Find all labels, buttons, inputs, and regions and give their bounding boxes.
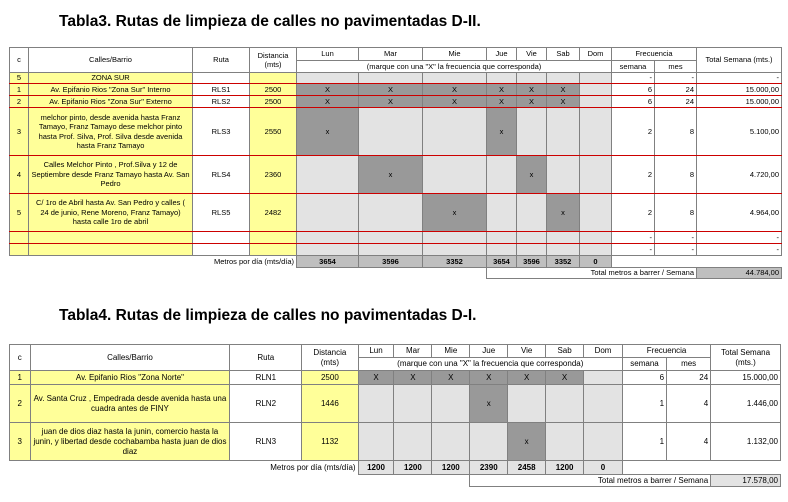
row-total: 1.446,00 <box>711 385 781 423</box>
row-day-mark <box>580 73 612 84</box>
col-frecuencia: Frecuencia <box>612 48 697 61</box>
row-semana: - <box>612 232 655 244</box>
row-mes: 8 <box>655 108 697 156</box>
total-label: Total metros a barrer / Semana <box>487 268 697 279</box>
row-day-mark <box>297 194 359 232</box>
row-day-mark <box>470 423 508 461</box>
row-day-mark <box>580 156 612 194</box>
row-day-mark <box>358 385 394 423</box>
table-row <box>10 156 782 194</box>
row-day-mark: X <box>359 84 423 96</box>
row-calles: ZONA SUR <box>29 73 193 84</box>
col-day: Lun <box>358 345 394 358</box>
metros-value: 2390 <box>470 461 508 475</box>
metros-value: 1200 <box>358 461 394 475</box>
table3-title: Tabla3. Rutas de limpieza de calles no pavimentadas D-II. <box>59 13 481 30</box>
metros-value: 1200 <box>546 461 584 475</box>
metros-value: 0 <box>584 461 623 475</box>
row-day-mark <box>358 423 394 461</box>
row-day-mark: x <box>517 156 547 194</box>
row-day-mark <box>547 108 580 156</box>
row-semana: 2 <box>612 194 655 232</box>
row-ruta <box>193 232 250 244</box>
row-day-mark <box>584 371 623 385</box>
table3 <box>9 47 782 279</box>
metros-value: 3352 <box>547 256 580 268</box>
row-calles: C/ 1ro de Abril hasta Av. San Pedro y calles ( 24 de junio, Rene Moreno, Franz Tamayo) hasta calle 1ro de abril <box>29 194 193 232</box>
row-day-mark <box>547 156 580 194</box>
row-c: 1 <box>10 84 29 96</box>
row-day-mark <box>547 244 580 256</box>
col-calles: Calles/Barrio <box>30 345 230 371</box>
row-semana: 2 <box>612 156 655 194</box>
row-calles <box>29 232 193 244</box>
row-day-mark: x <box>487 108 517 156</box>
col-day: Vie <box>508 345 546 358</box>
row-day-mark <box>580 108 612 156</box>
row-day-mark <box>517 244 547 256</box>
row-day-mark: X <box>487 84 517 96</box>
row-total: 4.720,00 <box>697 156 782 194</box>
row-mes: 8 <box>655 156 697 194</box>
row-calles: melchor pinto, desde avenida hasta Franz Tamayo, Franz Tamayo dese melchor pinto hasta Prof. Silva, Prof. Silva desde avenida hasta Franz Tamayo <box>29 108 193 156</box>
row-day-mark <box>580 84 612 96</box>
row-day-mark <box>359 232 423 244</box>
row-c: 3 <box>10 423 31 461</box>
row-day-mark <box>297 232 359 244</box>
row-total: 15.000,00 <box>697 84 782 96</box>
row-day-mark: X <box>423 84 487 96</box>
table4-header-row <box>10 345 781 358</box>
row-day-mark <box>432 385 470 423</box>
col-ruta: Ruta <box>193 48 250 73</box>
row-day-mark: X <box>487 96 517 108</box>
row-day-mark: X <box>358 371 394 385</box>
row-distancia: 1132 <box>302 423 358 461</box>
row-total: 5.100,00 <box>697 108 782 156</box>
table-row <box>10 96 782 108</box>
row-day-mark <box>547 73 580 84</box>
row-distancia <box>250 73 297 84</box>
row-mes: - <box>655 244 697 256</box>
row-day-mark: X <box>470 371 508 385</box>
row-day-mark: X <box>508 371 546 385</box>
row-day-mark <box>580 96 612 108</box>
row-day-mark <box>487 156 517 194</box>
table-row <box>10 244 782 256</box>
metros-value: 3596 <box>359 256 423 268</box>
table-row <box>10 108 782 156</box>
table4 <box>9 344 781 487</box>
col-c: c <box>10 48 29 73</box>
row-day-mark: x <box>470 385 508 423</box>
table3-footer <box>10 256 782 279</box>
row-semana: 6 <box>612 96 655 108</box>
col-day: Mar <box>394 345 432 358</box>
row-day-mark: x <box>297 108 359 156</box>
row-total: - <box>697 232 782 244</box>
row-total: - <box>697 73 782 84</box>
table3-header-row <box>10 48 782 61</box>
col-day: Jue <box>487 48 517 61</box>
row-c: 5 <box>10 73 29 84</box>
metros-value: 3596 <box>517 256 547 268</box>
row-c: 3 <box>10 108 29 156</box>
row-c <box>10 244 29 256</box>
row-day-mark <box>359 73 423 84</box>
row-calles: Calles Melchor Pinto , Prof.Silva y 12 de Septiembre desde Franz Tamayo hasta Av. San Pedro <box>29 156 193 194</box>
row-day-mark <box>297 73 359 84</box>
col-day: Dom <box>580 48 612 61</box>
row-day-mark <box>580 232 612 244</box>
row-calles: Av. Epifanio Rios "Zona Norte" <box>30 371 230 385</box>
row-day-mark <box>584 385 623 423</box>
row-day-mark <box>359 108 423 156</box>
col-semana: semana <box>612 61 655 73</box>
row-c: 1 <box>10 371 31 385</box>
row-day-mark: X <box>517 84 547 96</box>
row-day-mark <box>423 73 487 84</box>
row-day-mark: X <box>297 96 359 108</box>
col-mes: mes <box>667 358 711 371</box>
row-day-mark <box>423 244 487 256</box>
row-day-mark: X <box>547 96 580 108</box>
col-c: c <box>10 345 31 371</box>
row-total: 4.964,00 <box>697 194 782 232</box>
col-distancia: Distancia (mts) <box>250 48 297 73</box>
col-semana: semana <box>623 358 667 371</box>
row-day-mark <box>423 232 487 244</box>
col-distancia: Distancia (mts) <box>302 345 358 371</box>
row-day-mark <box>580 194 612 232</box>
row-c: 5 <box>10 194 29 232</box>
row-ruta: RLS2 <box>193 96 250 108</box>
table-row <box>10 73 782 84</box>
row-distancia <box>250 244 297 256</box>
row-ruta: RLN3 <box>230 423 302 461</box>
row-total: - <box>697 244 782 256</box>
row-day-mark: X <box>546 371 584 385</box>
row-day-mark: X <box>297 84 359 96</box>
row-day-mark <box>517 108 547 156</box>
header-note: (marque con una "X" la frecuencia que corresponda) <box>297 61 612 73</box>
row-calles <box>29 244 193 256</box>
row-day-mark <box>546 423 584 461</box>
row-semana: 6 <box>623 371 667 385</box>
row-day-mark <box>547 232 580 244</box>
metros-value: 3654 <box>297 256 359 268</box>
metros-value: 2458 <box>508 461 546 475</box>
row-day-mark <box>359 194 423 232</box>
row-ruta: RLS4 <box>193 156 250 194</box>
row-semana: 2 <box>612 108 655 156</box>
row-day-mark <box>432 423 470 461</box>
total-label: Total metros a barrer / Semana <box>470 475 711 487</box>
row-calles: Av. Epifanio Rios "Zona Sur" Interno <box>29 84 193 96</box>
row-distancia <box>250 232 297 244</box>
row-day-mark: X <box>394 371 432 385</box>
row-semana: 1 <box>623 385 667 423</box>
row-day-mark <box>580 244 612 256</box>
metros-label: Metros por día (mts/día) <box>270 462 356 472</box>
row-day-mark <box>517 232 547 244</box>
row-ruta: RLS3 <box>193 108 250 156</box>
table-row <box>10 232 782 244</box>
row-semana: - <box>612 244 655 256</box>
header-note: (marque con una "X" la frecuencia que corresponda) <box>358 358 622 371</box>
row-distancia: 2500 <box>250 84 297 96</box>
row-day-mark <box>423 108 487 156</box>
row-day-mark <box>584 423 623 461</box>
row-calles: juan de dios diaz hasta la junin, comercio hasta la junin, y libertad desde cochabamba hasta juan de dios diaz <box>30 423 230 461</box>
row-mes: 24 <box>655 84 697 96</box>
row-day-mark <box>546 385 584 423</box>
row-day-mark <box>487 194 517 232</box>
row-day-mark: x <box>547 194 580 232</box>
row-mes: 24 <box>667 371 711 385</box>
col-day: Mie <box>423 48 487 61</box>
row-ruta: RLS1 <box>193 84 250 96</box>
row-calles: Av. Epifanio Rios "Zona Sur" Externo <box>29 96 193 108</box>
row-day-mark <box>359 244 423 256</box>
row-calles: Av. Santa Cruz , Empedrada desde avenida hasta una cuadra antes de FINY <box>30 385 230 423</box>
col-frecuencia: Frecuencia <box>623 345 711 358</box>
row-day-mark <box>487 73 517 84</box>
row-day-mark <box>394 423 432 461</box>
row-day-mark <box>487 232 517 244</box>
row-day-mark <box>394 385 432 423</box>
row-ruta <box>193 73 250 84</box>
total-value: 44.784,00 <box>697 268 782 279</box>
row-day-mark <box>297 244 359 256</box>
table4-title: Tabla4. Rutas de limpieza de calles no pavimentadas D-I. <box>59 307 477 324</box>
row-day-mark: x <box>423 194 487 232</box>
table3-body <box>10 48 782 73</box>
table-row <box>10 385 781 423</box>
col-day: Jue <box>470 345 508 358</box>
row-semana: 6 <box>612 84 655 96</box>
table4-body <box>10 345 781 371</box>
row-distancia: 2550 <box>250 108 297 156</box>
row-day-mark <box>517 73 547 84</box>
table4-footer <box>10 461 781 487</box>
table3-rows <box>10 73 782 256</box>
row-distancia: 2360 <box>250 156 297 194</box>
row-c: 2 <box>10 96 29 108</box>
col-total: Total Semana (mts.) <box>711 345 781 371</box>
col-day: Sab <box>547 48 580 61</box>
row-mes: 8 <box>655 194 697 232</box>
row-day-mark: x <box>359 156 423 194</box>
row-day-mark: x <box>508 423 546 461</box>
col-day: Mie <box>432 345 470 358</box>
metros-value: 3352 <box>423 256 487 268</box>
metros-value: 1200 <box>432 461 470 475</box>
table-row <box>10 423 781 461</box>
row-mes: 4 <box>667 385 711 423</box>
col-ruta: Ruta <box>230 345 302 371</box>
col-mes: mes <box>655 61 697 73</box>
row-c <box>10 232 29 244</box>
table-row <box>10 84 782 96</box>
metros-label: Metros por día (mts/día) <box>213 257 294 267</box>
row-mes: 4 <box>667 423 711 461</box>
row-total: 1.132,00 <box>711 423 781 461</box>
row-ruta: RLS5 <box>193 194 250 232</box>
row-distancia: 2500 <box>250 96 297 108</box>
col-day: Vie <box>517 48 547 61</box>
row-c: 2 <box>10 385 31 423</box>
row-day-mark <box>423 156 487 194</box>
metros-value: 3654 <box>487 256 517 268</box>
table-row <box>10 371 781 385</box>
row-distancia: 2500 <box>302 371 358 385</box>
row-day-mark: X <box>432 371 470 385</box>
row-ruta <box>193 244 250 256</box>
row-mes: 24 <box>655 96 697 108</box>
total-value: 17.578,00 <box>711 475 781 487</box>
row-total: 15.000,00 <box>697 96 782 108</box>
row-total: 15.000,00 <box>711 371 781 385</box>
table-row <box>10 194 782 232</box>
row-day-mark: X <box>423 96 487 108</box>
row-day-mark: X <box>547 84 580 96</box>
row-day-mark: X <box>517 96 547 108</box>
row-day-mark <box>297 156 359 194</box>
row-day-mark: X <box>359 96 423 108</box>
col-day: Sab <box>546 345 584 358</box>
col-day: Dom <box>584 345 623 358</box>
col-day: Mar <box>359 48 423 61</box>
metros-value: 1200 <box>394 461 432 475</box>
table4-rows <box>10 371 781 461</box>
row-day-mark <box>508 385 546 423</box>
col-total: Total Semana (mts.) <box>697 48 782 73</box>
row-semana: - <box>612 73 655 84</box>
row-mes: - <box>655 73 697 84</box>
row-day-mark <box>487 244 517 256</box>
metros-value: 0 <box>580 256 612 268</box>
row-c: 4 <box>10 156 29 194</box>
row-day-mark <box>517 194 547 232</box>
row-semana: 1 <box>623 423 667 461</box>
row-mes: - <box>655 232 697 244</box>
row-ruta: RLN2 <box>230 385 302 423</box>
col-calles: Calles/Barrio <box>29 48 193 73</box>
row-distancia: 2482 <box>250 194 297 232</box>
row-distancia: 1446 <box>302 385 358 423</box>
col-day: Lun <box>297 48 359 61</box>
row-ruta: RLN1 <box>230 371 302 385</box>
